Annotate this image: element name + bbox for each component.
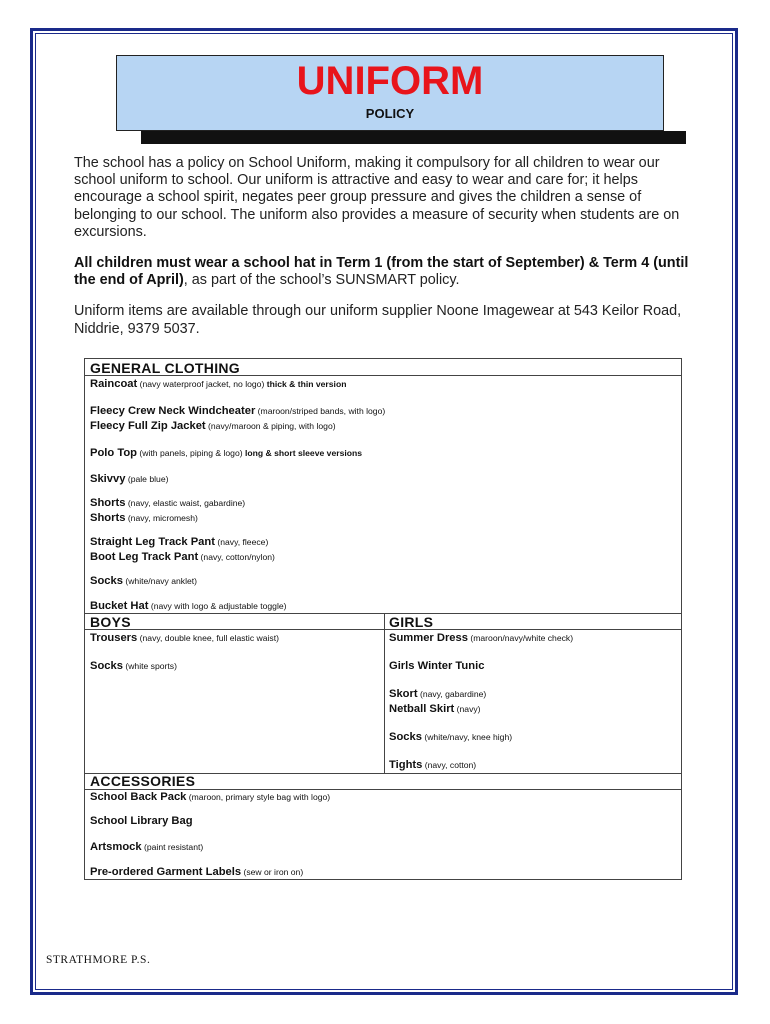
boys-girls-top-rule xyxy=(85,613,681,614)
list-item: School Library Bag xyxy=(90,815,193,827)
list-item: Socks (white/navy, knee high) xyxy=(389,731,513,743)
banner-shadow xyxy=(141,131,686,144)
boys-girls-divider xyxy=(384,613,385,773)
hat-rule-rest: , as part of the school’s SUNSMART policy. xyxy=(183,272,460,289)
title-banner xyxy=(116,55,664,131)
list-item: Raincoat (navy waterproof jacket, no logo) thick & thin version xyxy=(90,378,347,390)
list-item: Boot Leg Track Pant (navy, cotton/nylon) xyxy=(90,551,275,563)
list-item: Fleecy Crew Neck Windcheater (maroon/striped bands, with logo) xyxy=(90,405,386,417)
list-item: Socks (white/navy anklet) xyxy=(90,575,198,587)
boys-girls-heading-rule xyxy=(85,629,681,630)
page-title: UNIFORM xyxy=(296,59,484,103)
list-item: School Back Pack (maroon, primary style bag with logo) xyxy=(90,791,331,803)
list-item: Straight Leg Track Pant (navy, fleece) xyxy=(90,536,269,548)
list-item: Netball Skirt (navy) xyxy=(389,703,481,715)
page-subtitle: POLICY xyxy=(365,106,415,121)
intro-text xyxy=(74,155,694,352)
girls-heading: GIRLS xyxy=(389,614,434,630)
intro-paragraph-1: The school has a policy on School Uniform, making it compulsory for all children to wear our school uniform to school. Our uniform is attractive and easy to wear and care for; it helps encourage a school spirit, negates peer group pressure and gives the children a sense of belonging to our school. The uniform also provides a measure of security when students are on excursions. xyxy=(74,155,680,240)
uniform-table xyxy=(84,358,682,880)
list-item: Bucket Hat (navy with logo & adjustable toggle) xyxy=(90,600,287,612)
list-item: Socks (white sports) xyxy=(90,660,177,672)
list-item: Girls Winter Tunic xyxy=(389,660,485,672)
list-item: Tights (navy, cotton) xyxy=(389,759,477,771)
list-item: Shorts (navy, micromesh) xyxy=(90,512,198,524)
boys-heading: BOYS xyxy=(90,614,131,630)
list-item: Fleecy Full Zip Jacket (navy/maroon & piping, with logo) xyxy=(90,420,336,432)
hat-rule-bold: All children must wear a school hat in Term 1 (from the start of September) & Term 4 (until the end of April) xyxy=(74,255,689,289)
list-item: Trousers (navy, double knee, full elastic waist) xyxy=(90,632,279,644)
list-item: Summer Dress (maroon/navy/white check) xyxy=(389,632,574,644)
list-item: Skivvy (pale blue) xyxy=(90,473,169,485)
list-item: Shorts (navy, elastic waist, gabardine) xyxy=(90,497,246,509)
general-clothing-heading: GENERAL CLOTHING xyxy=(90,360,240,376)
list-item: Artsmock (paint resistant) xyxy=(90,841,204,853)
intro-paragraph-2 xyxy=(74,255,694,289)
list-item: Pre-ordered Garment Labels (sew or iron on) xyxy=(90,866,304,878)
accessories-heading: ACCESSORIES xyxy=(90,773,196,789)
school-name-footer: STRATHMORE P.S. xyxy=(46,954,151,966)
list-item: Polo Top (with panels, piping & logo) long & short sleeve versions xyxy=(90,447,363,459)
list-item: Skort (navy, gabardine) xyxy=(389,688,487,700)
intro-paragraph-3: Uniform items are available through our uniform supplier Noone Imagewear at 543 Keilor Road, Niddrie, 9379 5037. xyxy=(74,303,682,337)
